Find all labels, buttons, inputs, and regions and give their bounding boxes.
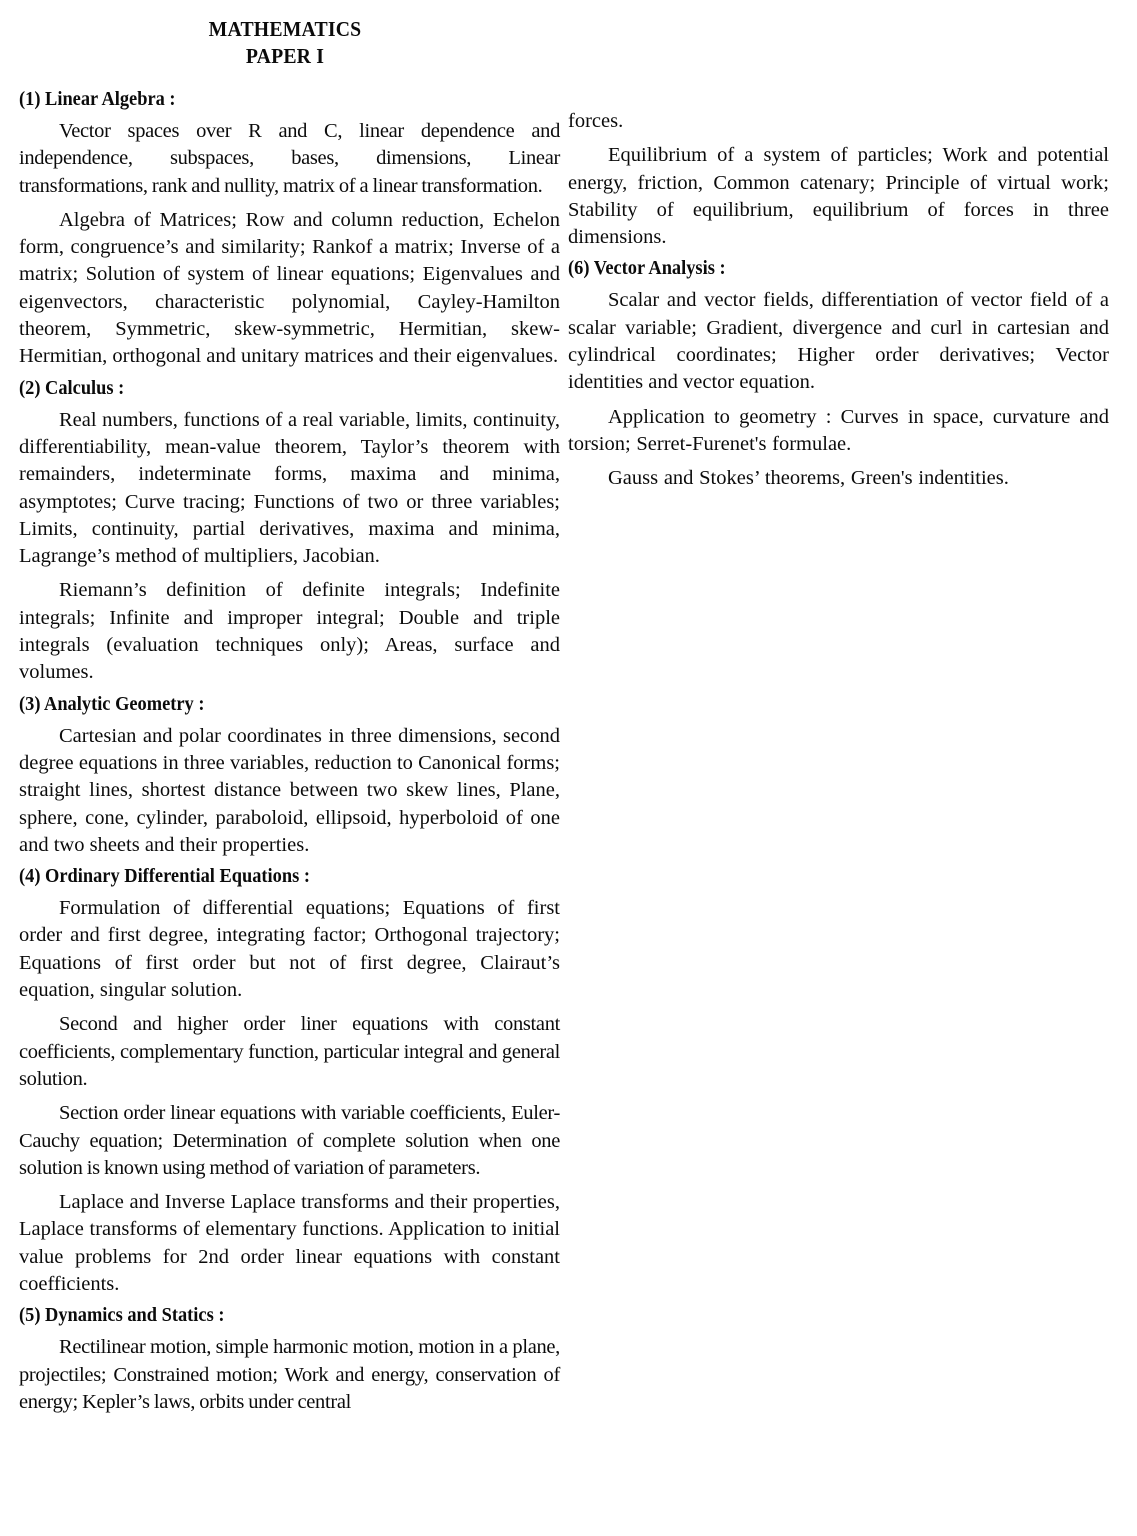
section-paragraph: Real numbers, functions of a real variable, limits, continuity, differentiability, mean-value theorem, Taylor’s theorem with remainders, indeterminate forms, maxima and minima, asymptotes; Curve tracing; Functions of two or three variables; Limits, continuity, partial derivatives, maxima and minima, Lagrange’s method of multipliers, Jacobian.: [19, 408, 560, 568]
section-analytic-geometry: [19, 689, 560, 859]
right-column: [568, 108, 1109, 493]
section-paragraph: Section order linear equations with variable coefficients, Euler-Cauchy equation; Determination of complete solution when one solution is known using method of variation of parameters.: [19, 1102, 560, 1179]
page-subtitle: PAPER I: [245, 44, 325, 68]
section-linear-algebra: [19, 84, 560, 371]
section-heading: (5) Dynamics and Statics :: [19, 1304, 225, 1327]
section-heading: (4) Ordinary Differential Equations :: [19, 865, 310, 888]
section-ordinary-differential-equations: [19, 861, 560, 1298]
section-dynamics-and-statics: [19, 1300, 560, 1416]
paragraph-continuation: forces.: [568, 110, 624, 132]
section-paragraph: Scalar and vector fields, differentiation of vector field of a scalar variable; Gradient, divergence and curl in cartesian and cylindrical coordinates; Higher order derivatives; Vector identities and vector equation.: [568, 289, 1109, 394]
section-paragraph: Gauss and Stokes’ theorems, Green's indentities.: [608, 467, 1009, 490]
section-heading: (6) Vector Analysis :: [568, 257, 726, 280]
section-heading: (3) Analytic Geometry :: [19, 692, 205, 715]
section-paragraph: Vector spaces over R and C, linear dependence and independence, subspaces, bases, dimensions, Linear transformations, rank and nullity, matrix of a linear transformation.: [19, 120, 560, 197]
section-heading: (2) Calculus :: [19, 376, 125, 399]
section-paragraph: Equilibrium of a system of particles; Work and potential energy, friction, Common catenary; Principle of virtual work; Stability of equilibrium, equilibrium of forces in three dimensions.: [568, 144, 1109, 249]
section-paragraph: Riemann’s definition of definite integrals; Indefinite integrals; Infinite and improper integral; Double and triple integrals (evaluation techniques only); Areas, surface and volumes.: [19, 579, 560, 684]
section-vector-analysis: [568, 253, 1109, 492]
section-calculus: [19, 373, 560, 687]
section-paragraph: Cartesian and polar coordinates in three dimensions, second degree equations in three variables, reduction to Canonical forms; straight lines, shortest distance between two skew lines, Plane, sphere, cone, cylinder, paraboloid, ellipsoid, hyperboloid of one and two sheets and their properties.: [19, 724, 560, 856]
section-paragraph: Rectilinear motion, simple harmonic motion, motion in a plane, projectiles; Constrained motion; Work and energy, conservation of energy; Kepler’s laws, orbits under central: [19, 1336, 560, 1413]
document-masthead: [0, 16, 570, 70]
section-paragraph: Algebra of Matrices; Row and column reduction, Echelon form, congruence’s and similarity; Rankof a matrix; Inverse of a matrix; Solution of system of linear equations; Eigenvalues and eigenvectors, characteristic polynomial, Cayley-Hamilton theorem, Symmetric, skew-symmetric, Hermitian, skew-Hermitian, orthogonal and unitary matrices and their eigenvalues.: [19, 208, 560, 368]
section-paragraph: Second and higher order liner equations with constant coefficients, complementary function, particular integral and general solution.: [19, 1013, 560, 1090]
section-paragraph: Application to geometry : Curves in space, curvature and torsion; Serret-Furenet's formulae.: [568, 405, 1109, 455]
section-paragraph: Laplace and Inverse Laplace transforms and their properties, Laplace transforms of elementary functions. Application to initial value problems for 2nd order linear equations with constant coefficients.: [19, 1191, 560, 1295]
page-title: MATHEMATICS: [208, 17, 362, 41]
left-column: [19, 82, 560, 1416]
section-paragraph: Formulation of differential equations; Equations of first order and first degree, integrating factor; Orthogonal trajectory; Equations of first order but not of first degree, Clairaut’s equation, singular solution.: [19, 897, 560, 1002]
section-heading: (1) Linear Algebra :: [19, 88, 176, 110]
